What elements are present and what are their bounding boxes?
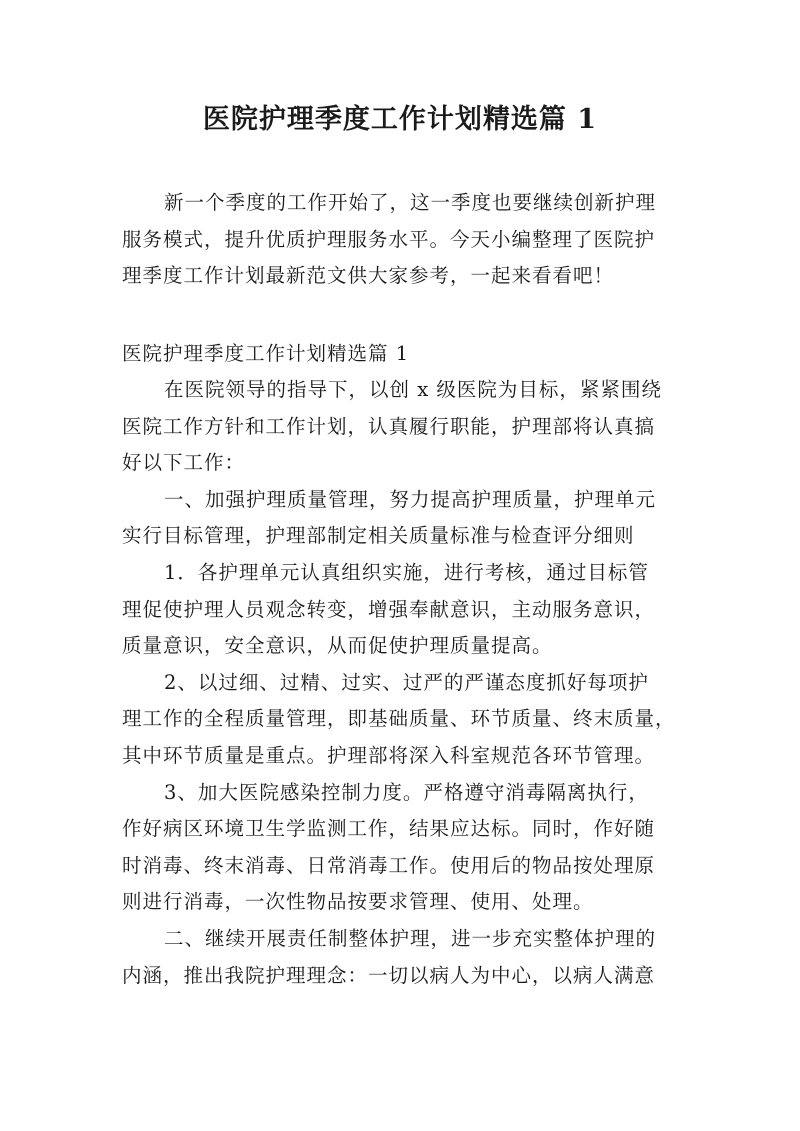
document-title: 医院护理季度工作计划精选篇 1 [202,104,598,135]
intro-line: 服务模式，提升优质护理服务水平。今天小编整理了医院护 [122,227,656,251]
body-line: 质量意识，安全意识，从而促使护理质量提高。 [122,634,553,658]
body-line: 则进行消毒，一次性物品按要求管理、使用、处理。 [122,890,594,914]
intro-line: 理季度工作计划最新范文供大家参考，一起来看看吧！ [122,264,615,288]
body-line: 作好病区环境卫生学监测工作，结果应达标。同时，作好随 [122,817,656,841]
body-line: 医院工作方针和工作计划，认真履行职能，护理部将认真搞 [122,414,656,438]
body-line: 3、加大医院感染控制力度。严格遵守消毒隔离执行， [164,780,649,804]
body-line: 好以下工作： [122,451,246,475]
body-line: 理工作的全程质量管理，即基础质量、环节质量、终末质量， [122,707,676,731]
body-line: 1．各护理单元认真组织实施，进行考核，通过目标管 [164,560,649,584]
body-line: 在医院领导的指导下，以创 x 级医院为目标，紧紧围绕 [164,378,662,401]
body-line: 一、加强护理质量管理，努力提高护理质量，护理单元 [164,487,657,511]
body-line: 实行目标管理，护理部制定相关质量标准与检查评分细则 [122,524,635,548]
body-line: 二、继续开展责任制整体护理，进一步充实整体护理的 [164,926,657,950]
body-line: 内涵，推出我院护理理念：一切以病人为中心，以病人满意 [122,963,656,987]
intro-line: 新一个季度的工作开始了，这一季度也要继续创新护理 [164,191,657,214]
section-heading [122,336,687,373]
body-line: 时消毒、终末消毒、日常消毒工作。使用后的物品按处理原 [122,853,656,877]
body-text [122,372,687,994]
section-heading-text: 医院护理季度工作计划精选篇 1 [122,342,410,365]
body-line: 理促使护理人员观念转变，增强奉献意识，主动服务意识， [122,597,656,621]
body-line: 其中环节质量是重点。护理部将深入科室规范各环节管理。 [122,743,656,767]
body-line: 2、以过细、过精、过实、过严的严谨态度抓好每项护 [164,670,649,694]
intro-paragraph [122,185,687,295]
